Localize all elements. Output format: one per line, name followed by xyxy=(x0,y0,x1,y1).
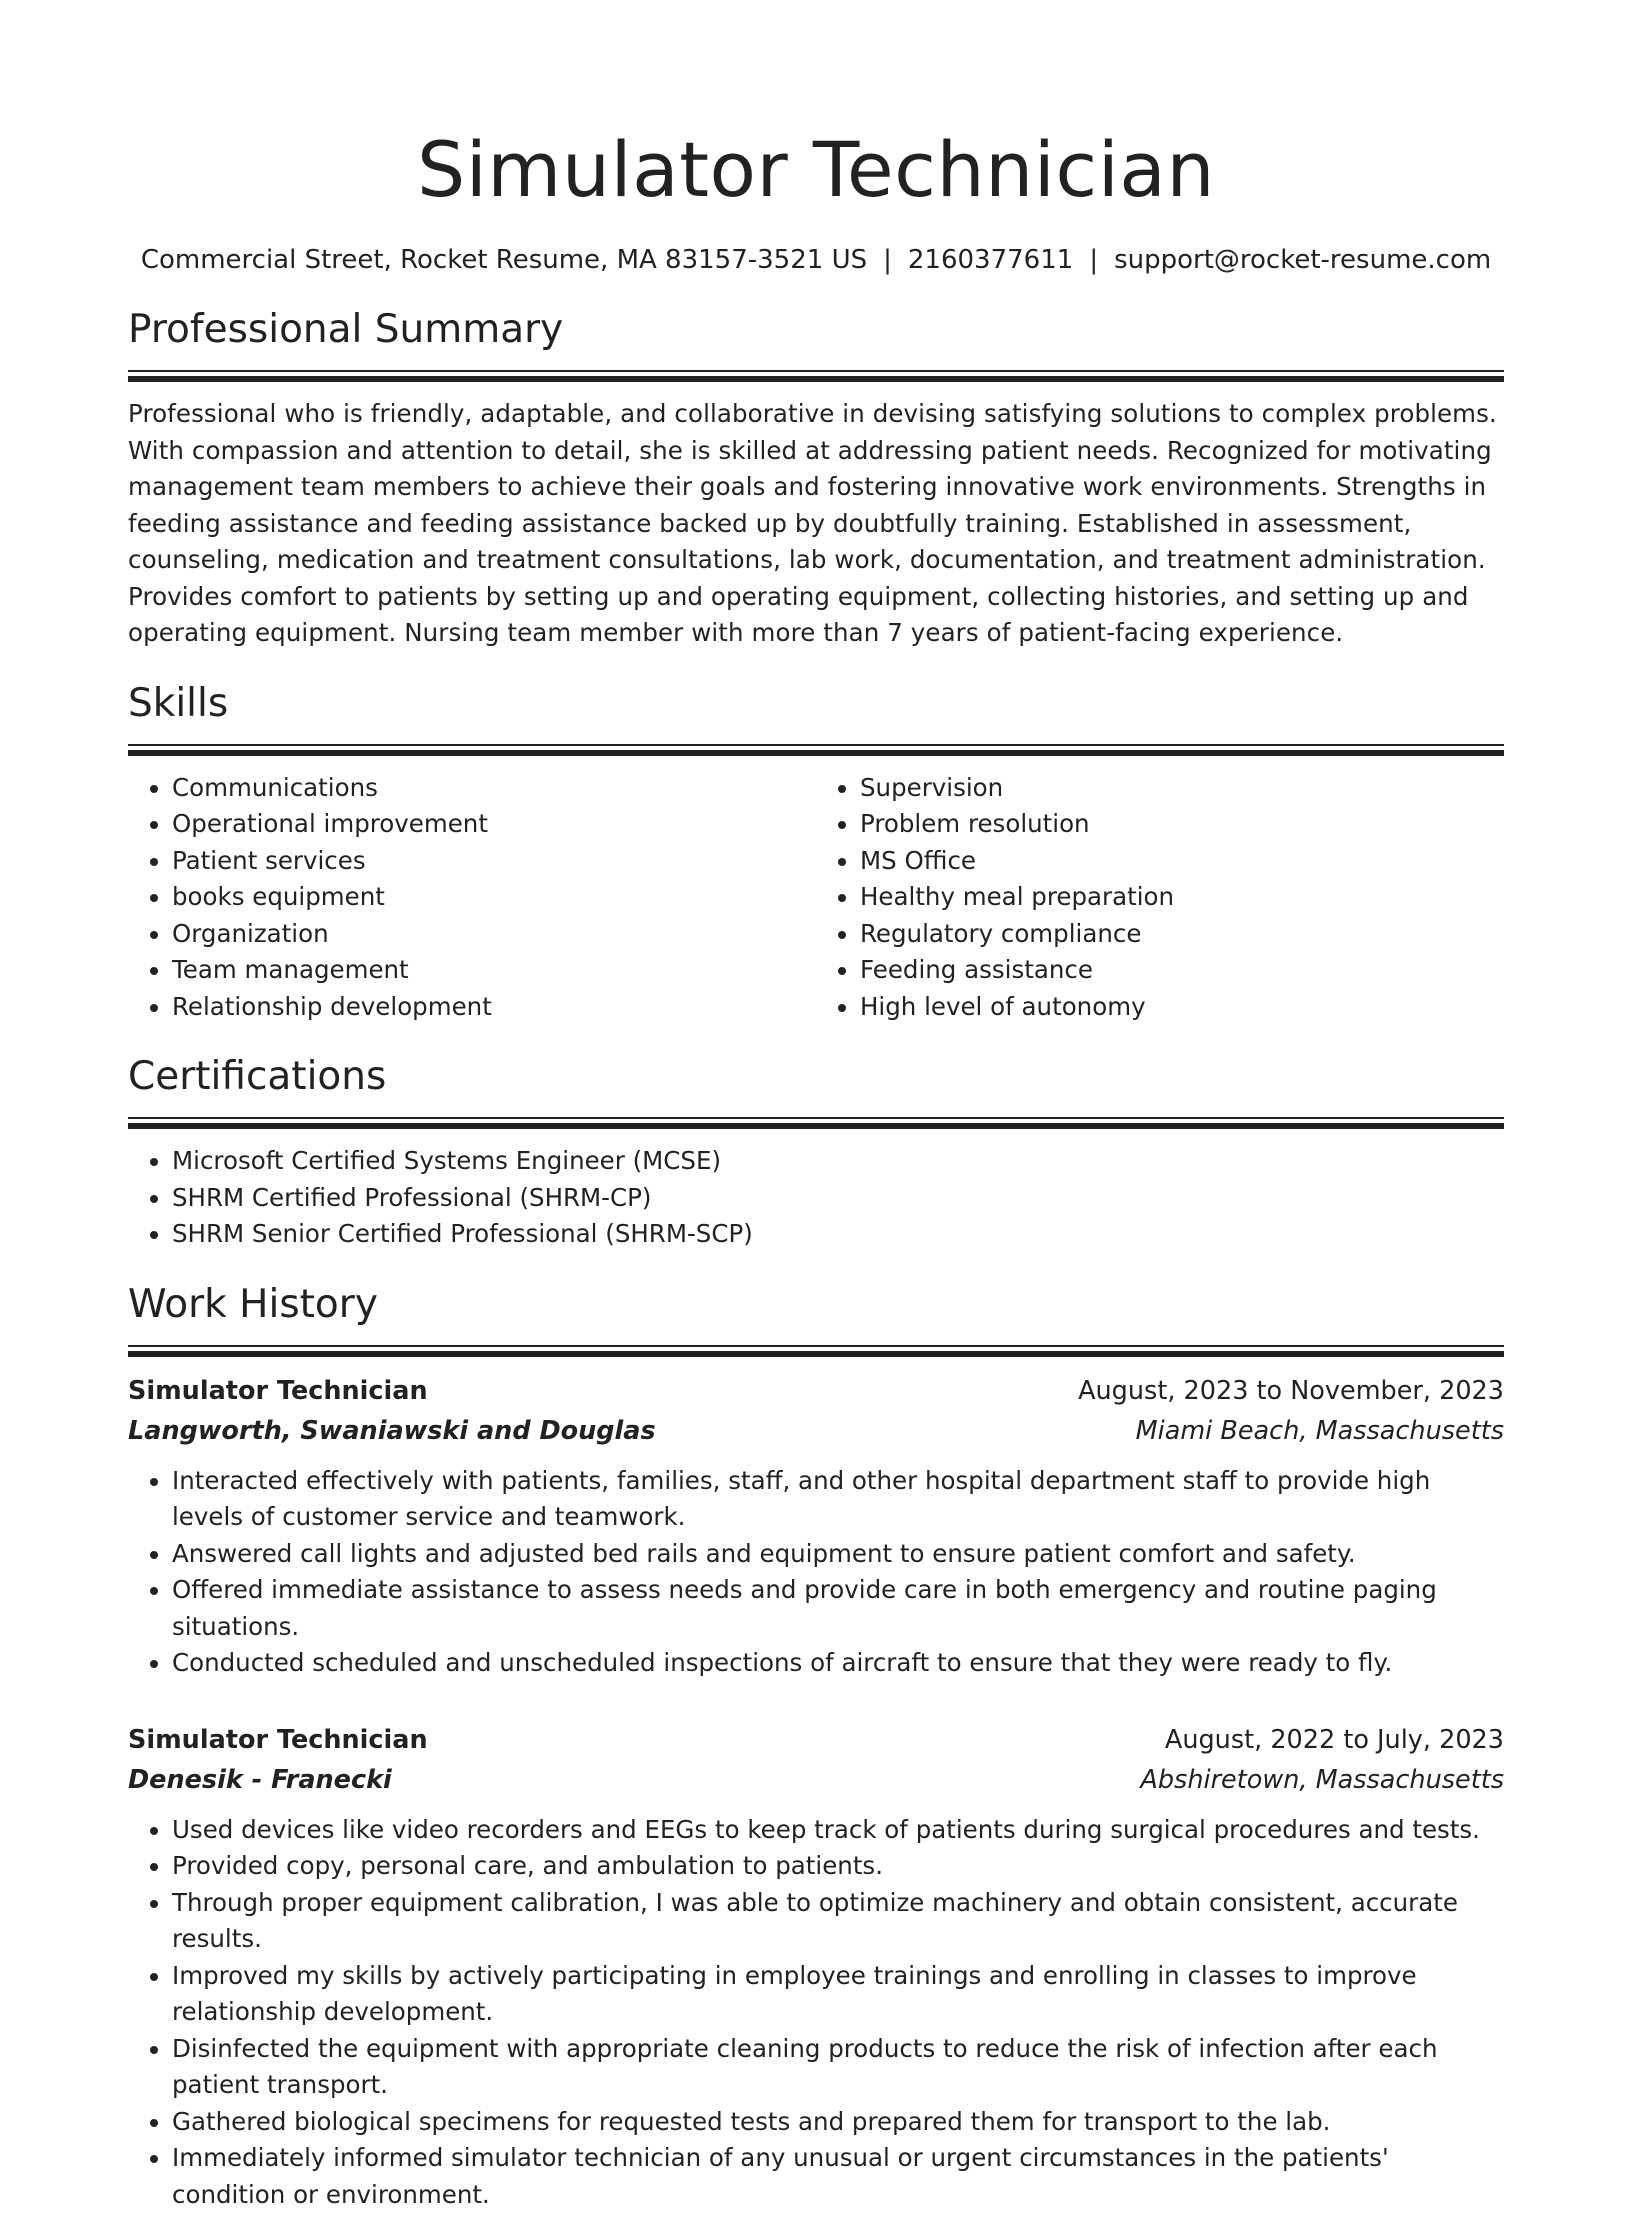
skills-section xyxy=(128,678,1504,1026)
certification-item: • Microsoft Certified Systems Engineer (MCSE) xyxy=(172,1143,1504,1180)
section-divider xyxy=(128,1117,1504,1129)
skills-heading: Skills xyxy=(128,678,1504,730)
job-bullets xyxy=(128,1812,1504,2213)
job-dates: August, 2023 to November, 2023 xyxy=(1078,1371,1504,1411)
job-bullet: • Immediately informed simulator technician of any unusual or urgent circumstances in the patients' condition or environment. xyxy=(172,2140,1504,2213)
section-divider xyxy=(128,1345,1504,1357)
certification-item: • SHRM Senior Certified Professional (SHRM-SCP) xyxy=(172,1216,1504,1253)
work-history-section xyxy=(128,1279,1504,2213)
skill-item: • MS Office xyxy=(860,843,1504,880)
skill-item: • Organization xyxy=(172,916,816,953)
skill-item: • Regulatory compliance xyxy=(860,916,1504,953)
job-location: Abshiretown, Massachusetts xyxy=(1140,1760,1504,1800)
job-bullet: • Through proper equipment calibration, I was able to optimize machinery and obtain consistent, accurate results. xyxy=(172,1885,1504,1958)
skill-item: • Supervision xyxy=(860,770,1504,807)
job-bullet: • Answered call lights and adjusted bed rails and equipment to ensure patient comfort and safety. xyxy=(172,1536,1504,1573)
job-bullet: • Provided copy, personal care, and ambulation to patients. xyxy=(172,1848,1504,1885)
contact-address: Commercial Street, Rocket Resume, MA 83157-3521 US xyxy=(141,245,867,275)
contact-email: support@rocket-resume.com xyxy=(1114,245,1491,275)
contact-separator: | xyxy=(1073,245,1114,275)
certifications-heading: Certifications xyxy=(128,1051,1504,1103)
skill-item: • Healthy meal preparation xyxy=(860,879,1504,916)
summary-section xyxy=(128,304,1504,652)
job-employer-row xyxy=(128,1760,1504,1800)
skill-item: • Problem resolution xyxy=(860,806,1504,843)
skill-item: • Relationship development xyxy=(172,989,816,1026)
skill-item: • Team management xyxy=(172,952,816,989)
job-bullet: • Disinfected the equipment with appropriate cleaning products to reduce the risk of infection after each patient transport. xyxy=(172,2031,1504,2104)
skill-item: • Communications xyxy=(172,770,816,807)
skill-item: • Operational improvement xyxy=(172,806,816,843)
skills-left-list xyxy=(128,770,816,1026)
job-header-row xyxy=(128,1371,1504,1411)
job-company: Langworth, Swaniawski and Douglas xyxy=(128,1411,656,1451)
job-entry xyxy=(128,1371,1504,1682)
resume-name: Simulator Technician xyxy=(128,0,1504,220)
skills-right-list xyxy=(816,770,1504,1026)
job-title: Simulator Technician xyxy=(128,1371,428,1411)
job-bullet: • Offered immediate assistance to assess needs and provide care in both emergency and routine paging situations. xyxy=(172,1572,1504,1645)
contact-separator: | xyxy=(867,245,908,275)
skills-columns xyxy=(128,770,1504,1026)
section-divider xyxy=(128,370,1504,382)
job-employer-row xyxy=(128,1411,1504,1451)
job-company: Denesik - Franecki xyxy=(128,1760,392,1800)
summary-heading: Professional Summary xyxy=(128,304,1504,356)
job-bullet: • Used devices like video recorders and EEGs to keep track of patients during surgical procedures and tests. xyxy=(172,1812,1504,1849)
job-bullets xyxy=(128,1463,1504,1682)
job-bullet: • Improved my skills by actively participating in employee trainings and enrolling in classes to improve relationship development. xyxy=(172,1958,1504,2031)
job-location: Miami Beach, Massachusetts xyxy=(1136,1411,1504,1451)
job-dates: August, 2022 to July, 2023 xyxy=(1165,1720,1504,1760)
job-header-row xyxy=(128,1720,1504,1760)
skill-item: • books equipment xyxy=(172,879,816,916)
job-bullet: • Interacted effectively with patients, families, staff, and other hospital department staff to provide high levels of customer service and teamwork. xyxy=(172,1463,1504,1536)
work-history-heading: Work History xyxy=(128,1279,1504,1331)
skill-item: • Feeding assistance xyxy=(860,952,1504,989)
certifications-section xyxy=(128,1051,1504,1253)
certifications-list xyxy=(128,1143,1504,1253)
job-bullet: • Gathered biological specimens for requested tests and prepared them for transport to the lab. xyxy=(172,2104,1504,2141)
job-bullet: • Conducted scheduled and unscheduled inspections of aircraft to ensure that they were ready to fly. xyxy=(172,1645,1504,1682)
job-title: Simulator Technician xyxy=(128,1720,428,1760)
skill-item: • Patient services xyxy=(172,843,816,880)
job-entry xyxy=(128,1720,1504,2213)
summary-text: Professional who is friendly, adaptable, and collaborative in devising satisfying solutions to complex problems. With compassion and attention to detail, she is skilled at addressing patient needs. Recognized for motivating management team members to achieve their goals and fostering innovative work environments. Strengths in feeding assistance and feeding assistance backed up by doubtfully training. Established in assessment, counseling, medication and treatment consultations, lab work, documentation, and treatment administration. Provides comfort to patients by setting up and operating equipment, collecting histories, and setting up and operating equipment. Nursing team member with more than 7 years of patient-facing experience. xyxy=(128,396,1504,652)
contact-line xyxy=(128,242,1504,278)
section-divider xyxy=(128,744,1504,756)
contact-phone: 2160377611 xyxy=(908,245,1073,275)
certification-item: • SHRM Certified Professional (SHRM-CP) xyxy=(172,1180,1504,1217)
skill-item: • High level of autonomy xyxy=(860,989,1504,1026)
